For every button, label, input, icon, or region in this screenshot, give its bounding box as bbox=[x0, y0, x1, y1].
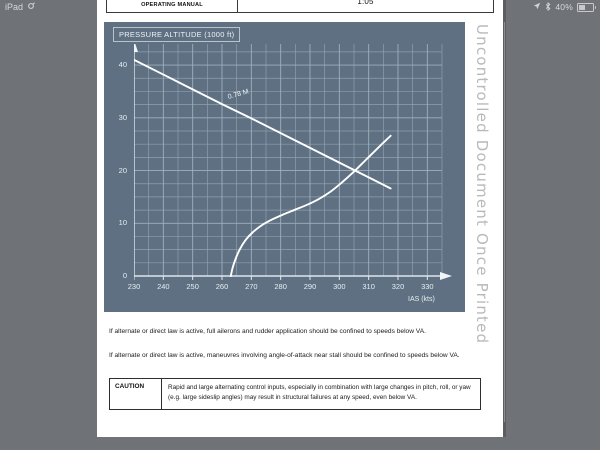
x-tick-label: 310 bbox=[362, 282, 375, 291]
x-tick-label: 260 bbox=[215, 282, 229, 291]
watermark-rule bbox=[504, 22, 505, 422]
x-tick-label: 280 bbox=[274, 282, 287, 291]
major-gridlines bbox=[134, 44, 442, 276]
x-tick-label: 250 bbox=[186, 282, 199, 291]
x-tick-label: 240 bbox=[157, 282, 170, 291]
series-line-va bbox=[231, 136, 391, 276]
x-tick-label: 270 bbox=[245, 282, 258, 291]
y-axis-arrow bbox=[134, 44, 138, 52]
x-tick-label: 320 bbox=[391, 282, 405, 291]
x-tick-label: 330 bbox=[421, 282, 434, 291]
y-tick-label: 30 bbox=[118, 112, 127, 122]
paragraph-1: If alternate or direct law is active, full ailerons and rudder application should be confined to speeds below VA. bbox=[109, 328, 426, 335]
y-tick-label: 10 bbox=[118, 218, 127, 228]
x-tick-label: 290 bbox=[303, 282, 317, 291]
status-bar-left bbox=[5, 2, 35, 12]
battery-percent: 40% bbox=[555, 2, 573, 12]
x-axis-label: IAS (kts) bbox=[408, 296, 435, 303]
caution-box bbox=[109, 378, 481, 410]
y-tick-label: 40 bbox=[118, 60, 127, 70]
gridlines bbox=[134, 44, 442, 276]
x-tick-label: 300 bbox=[333, 282, 346, 291]
status-bar-right bbox=[533, 2, 594, 13]
device-label: iPad bbox=[5, 2, 24, 12]
chart-title: PRESSURE ALTITUDE (1000 ft) bbox=[113, 27, 240, 42]
y-tick-label: 0 bbox=[122, 271, 127, 280]
document-page bbox=[97, 0, 503, 437]
location-arrow-icon bbox=[533, 2, 541, 12]
series-line-mach bbox=[134, 60, 391, 189]
watermark-text: Uncontrolled Document Once Printed bbox=[473, 24, 491, 345]
manual-title-cell bbox=[107, 0, 238, 12]
paragraph-2: If alternate or direct law is active, maneuvres involving angle-of-attack near stall should be confined to speeds below VA. bbox=[109, 352, 460, 359]
bluetooth-icon bbox=[545, 2, 551, 13]
wifi-icon bbox=[27, 2, 35, 12]
chart-panel bbox=[104, 22, 465, 312]
x-tick-label: 230 bbox=[127, 282, 141, 291]
document-header-table bbox=[106, 0, 494, 13]
mach-annotation: 0.78 M bbox=[226, 88, 250, 101]
plot-area bbox=[118, 44, 452, 303]
x-axis-arrow bbox=[440, 272, 452, 280]
caution-label: CAUTION bbox=[110, 379, 162, 409]
battery-icon bbox=[577, 3, 594, 12]
y-tick-label: 20 bbox=[118, 165, 127, 175]
manual-title-line-2: OPERATING MANUAL bbox=[141, 2, 203, 8]
watermark bbox=[462, 24, 502, 414]
page-reference-cell: 1:05 bbox=[357, 0, 374, 6]
caution-text: Rapid and large alternating control inputs, especially in combination with large changes in pitch, roll, or yaw (e.g. large sideslip angles) may result in structural failures at any speed, even below VA. bbox=[168, 384, 471, 402]
chart-svg bbox=[134, 44, 452, 294]
